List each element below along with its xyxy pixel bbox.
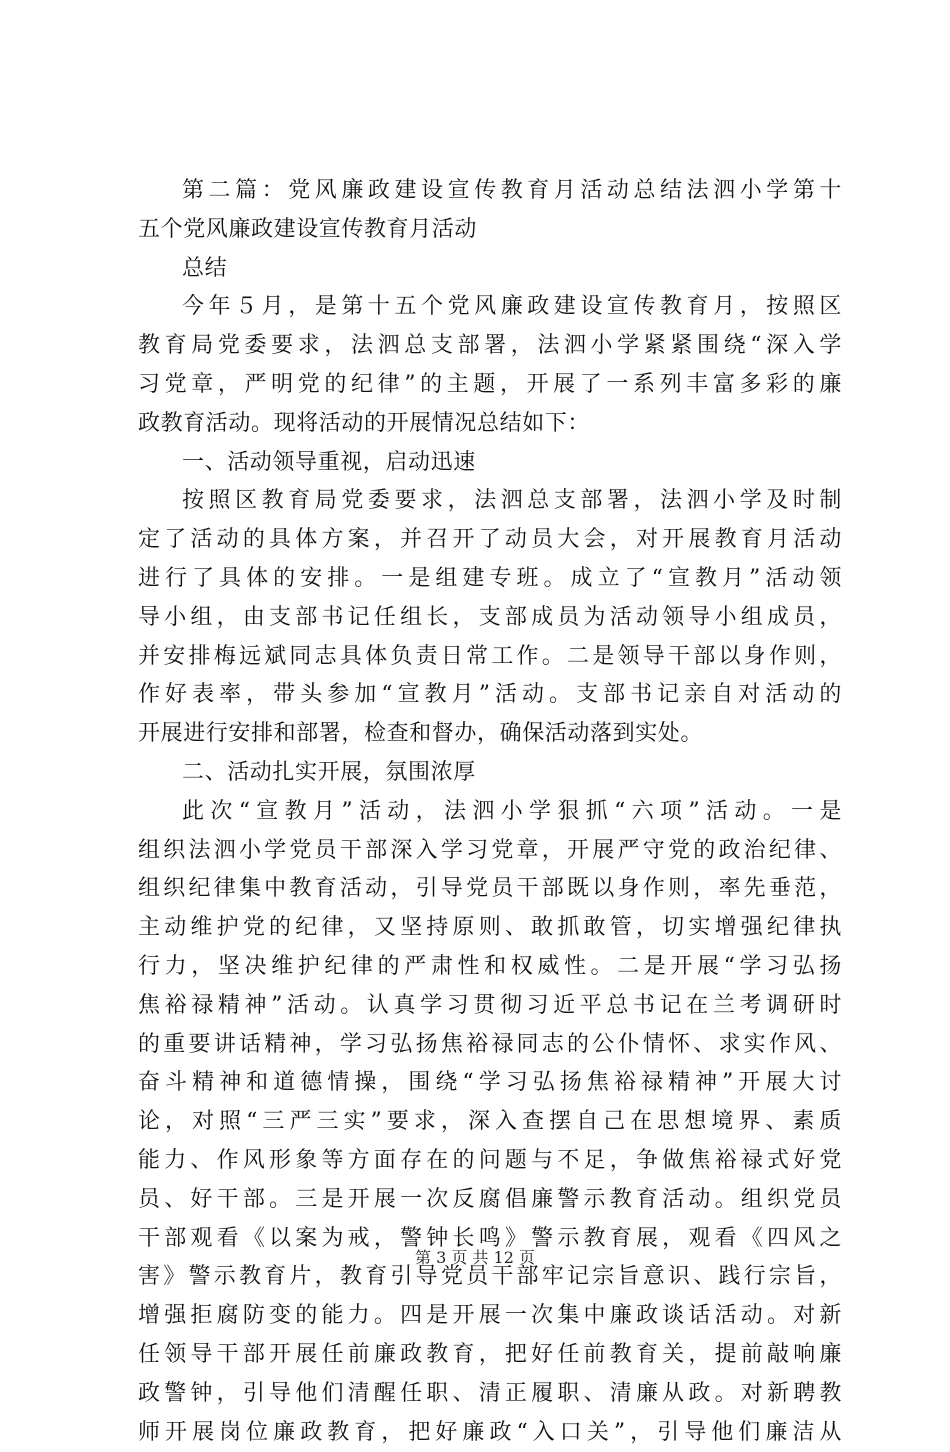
paragraph-line: 行力，坚决维护纪律的严肃性和权威性。二是开展“学习弘扬 <box>138 948 842 987</box>
paragraph-line: 害》警示教育片，教育引导党员干部牢记宗旨意识、践行宗旨， <box>138 1258 842 1297</box>
paragraph-line: 政教育活动。现将活动的开展情况总结如下： <box>138 405 842 444</box>
paragraph-line: 进行了具体的安排。一是组建专班。成立了“宣教月”活动领 <box>138 560 842 599</box>
paragraph-line: 焦裕禄精神”活动。认真学习贯彻习近平总书记在兰考调研时 <box>138 987 842 1026</box>
paragraph-first-line: 今年５月，是第十五个党风廉政建设宣传教育月，按照区 <box>138 288 842 327</box>
paragraph-line: 干部观看《以案为戒，警钟长鸣》警示教育展，观看《四风之 <box>138 1220 842 1259</box>
paragraph-line: 作好表率，带头参加“宣教月”活动。支部书记亲自对活动的 <box>138 676 842 715</box>
paragraph-line: 论，对照“三严三实”要求，深入查摆自己在思想境界、素质 <box>138 1103 842 1142</box>
paragraph-line: 奋斗精神和道德情操，围绕“学习弘扬焦裕禄精神”开展大讨 <box>138 1064 842 1103</box>
paragraph-line: 并安排梅远斌同志具体负责日常工作。二是领导干部以身作则， <box>138 638 842 677</box>
paragraph-line: 增强拒腐防变的能力。四是开展一次集中廉政谈话活动。对新 <box>138 1297 842 1336</box>
paragraph-line: 能力、作风形象等方面存在的问题与不足，争做焦裕禄式好党 <box>138 1142 842 1181</box>
paragraph-line: 组织纪律集中教育活动，引导党员干部既以身作则，率先垂范， <box>138 870 842 909</box>
page-footer: 第 3 页 共 12 页 <box>0 1247 950 1269</box>
paragraph-line: 导小组，由支部书记任组长，支部成员为活动领导小组成员， <box>138 599 842 638</box>
paragraph-line: 政警钟，引导他们清醒任职、清正履职、清廉从政。对新聘教 <box>138 1375 842 1414</box>
paragraph-line: 主动维护党的纪律，又坚持原则、敢抓敢管，切实增强纪律执 <box>138 909 842 948</box>
paragraph-first-line: 按照区教育局党委要求，法泗总支部署，法泗小学及时制 <box>138 482 842 521</box>
paragraph-line: 的重要讲话精神，学习弘扬焦裕禄同志的公仆情怀、求实作风、 <box>138 1026 842 1065</box>
paragraph-first-line: 第二篇：党风廉政建设宣传教育月活动总结法泗小学第十 <box>138 172 842 211</box>
paragraph-line: 任领导干部开展任前廉政教育，把好任前教育关，提前敲响廉 <box>138 1336 842 1375</box>
paragraph-line: 组织法泗小学党员干部深入学习党章，开展严守党的政治纪律、 <box>138 832 842 871</box>
paragraph-first-line: 此次“宣教月”活动，法泗小学狠抓“六项”活动。一是 <box>138 793 842 832</box>
paragraph-line: 定了活动的具体方案，并召开了动员大会，对开展教育月活动 <box>138 521 842 560</box>
paragraph-line: 师开展岗位廉政教育，把好廉政“入口关”，引导他们廉洁从 <box>138 1414 842 1452</box>
paragraph-line: 教育局党委要求，法泗总支部署，法泗小学紧紧围绕“深入学 <box>138 327 842 366</box>
paragraph-line: 员、好干部。三是开展一次反腐倡廉警示教育活动。组织党员 <box>138 1181 842 1220</box>
paragraph-first-line: 一、活动领导重视，启动迅速 <box>138 444 842 483</box>
paragraph-first-line: 总结 <box>138 250 842 289</box>
paragraph-line: 五个党风廉政建设宣传教育月活动 <box>138 211 842 250</box>
paragraph-line: 习党章，严明党的纪律”的主题，开展了一系列丰富多彩的廉 <box>138 366 842 405</box>
paragraph-line: 开展进行安排和部署，检查和督办，确保活动落到实处。 <box>138 715 842 754</box>
paragraph-first-line: 二、活动扎实开展，氛围浓厚 <box>138 754 842 793</box>
